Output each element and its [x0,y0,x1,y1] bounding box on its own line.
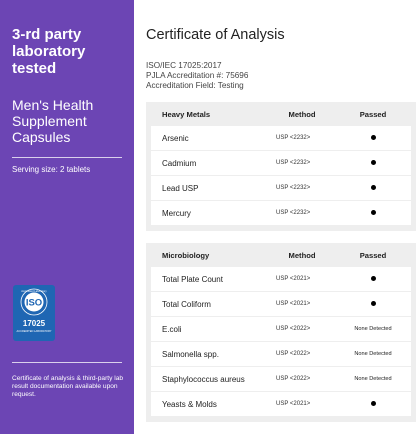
passed-dot-icon [371,160,376,165]
passed-dot-icon [371,401,376,406]
test-method: USP <2232> [276,185,311,191]
test-name: Total Coliform [162,299,211,309]
passed-dot-icon [371,301,376,306]
table-header [151,102,411,126]
passed-cell [335,160,411,167]
test-name: Staphylococcus aureus [162,374,245,384]
passed-result: None Detected [354,351,392,357]
test-method: USP <2021> [276,276,311,282]
column-header-method: Method [288,250,316,260]
heavy-metals-table [146,102,416,231]
test-method: USP <2232> [276,160,311,166]
column-header-passed: Passed [359,250,387,260]
divider [12,157,122,158]
table-row [151,367,411,391]
lab-tested-heading: 3-rd party laboratory tested [12,26,86,77]
test-method: USP <2021> [276,301,311,307]
sidebar [0,0,134,434]
badge-number: 17025 [22,319,46,328]
passed-cell [335,301,411,308]
page-title: Certificate of Analysis [146,27,285,43]
badge-ring-text: Accredited Laboratory [21,290,47,293]
documentation-note: Certificate of analysis & third-party lab result documentation available upon request. [12,375,124,398]
table-row [151,176,411,200]
passed-cell [335,276,411,283]
passed-result: None Detected [354,326,392,332]
test-name: Lead USP [162,183,199,193]
table-row [151,201,411,225]
badge-iso-text: ISO [25,297,43,309]
passed-dot-icon [371,135,376,140]
table-row [151,292,411,316]
column-header-test: Heavy Metals [162,109,211,119]
badge-subtext: ACCREDITED LABORATORY [16,330,52,333]
passed-result: None Detected [354,376,392,382]
microbiology-table [146,243,416,422]
test-method: USP <2022> [276,376,311,382]
serving-size: Serving size: 2 tablets [12,165,91,174]
passed-dot-icon [371,185,376,190]
passed-cell [335,401,411,408]
passed-cell [335,210,411,217]
product-name: Men's Health Supplement Capsules [12,97,94,145]
test-method: USP <2022> [276,351,311,357]
test-name: Salmonella spp. [162,349,219,359]
certificate-panel [146,0,416,434]
table-row [151,342,411,366]
iso-17025-badge-icon [13,285,55,341]
table-row [151,126,411,150]
table-row [151,317,411,341]
test-method: USP <2232> [276,210,311,216]
table-row [151,392,411,416]
table-row [151,151,411,175]
passed-dot-icon [371,276,376,281]
accreditation-field: Accreditation Field: Testing [146,81,244,90]
table-header [151,243,411,267]
test-method: USP <2232> [276,135,311,141]
test-name: Total Plate Count [162,274,223,284]
column-header-test: Microbiology [162,250,210,260]
test-name: E.coli [162,324,182,334]
passed-cell [335,185,411,192]
pjla-accreditation: PJLA Accreditation #: 75696 [146,71,249,80]
test-name: Mercury [162,208,191,218]
test-name: Arsenic [162,133,189,143]
accreditation-info [146,61,248,91]
divider [12,362,122,363]
test-name: Yeasts & Molds [162,399,217,409]
passed-dot-icon [371,210,376,215]
table-row [151,267,411,291]
passed-cell [335,135,411,142]
column-header-method: Method [288,109,316,119]
test-method: USP <2022> [276,326,311,332]
iso-standard: ISO/IEC 17025:2017 [146,61,222,70]
test-name: Cadmium [162,158,197,168]
column-header-passed: Passed [359,109,387,119]
test-method: USP <2021> [276,401,311,407]
